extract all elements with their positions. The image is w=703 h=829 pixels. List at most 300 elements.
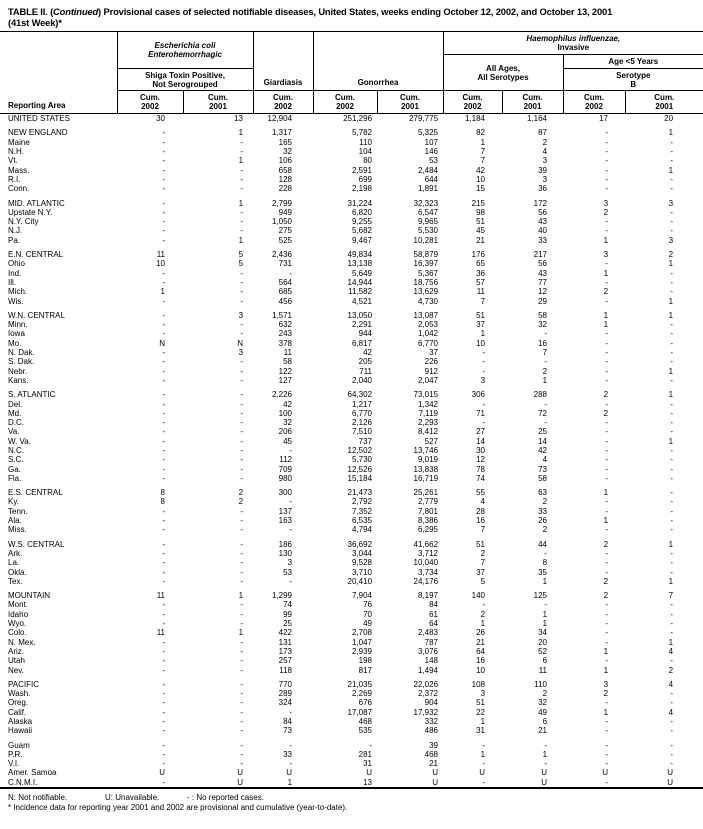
value-cell: -	[670, 268, 674, 278]
value-cell: -	[240, 717, 244, 726]
value-cell: -	[605, 619, 609, 629]
value-cell: -	[162, 689, 165, 699]
value-cell: 32,323	[413, 198, 439, 208]
value-cell: 1	[668, 436, 674, 446]
table-row	[0, 656, 703, 665]
value-cell: -	[605, 399, 609, 409]
value-cell: 1	[238, 156, 244, 166]
value-cell: 1,317	[271, 128, 293, 138]
reporting-area-cell: W. Va.	[8, 436, 31, 446]
value-cell: 1	[668, 637, 674, 647]
value-cell: 1	[287, 777, 293, 787]
value-cell: U	[237, 777, 244, 787]
value-cell: 65	[476, 259, 486, 269]
table-row	[0, 357, 703, 366]
value-cell: 4,521	[351, 296, 373, 306]
header-gonorrhea: Gonorrhea	[313, 32, 443, 91]
header-cum-ecoli-2002: Cum. 2002	[117, 91, 183, 114]
value-cell: 30	[156, 114, 165, 124]
value-cell: -	[605, 473, 609, 483]
value-cell: 2	[668, 665, 674, 675]
value-cell: 43	[538, 268, 548, 278]
value-cell: 15,184	[347, 473, 373, 483]
value-cell: 251,296	[343, 114, 373, 124]
value-cell: 73,015	[413, 390, 439, 400]
value-cell: -	[240, 665, 244, 675]
value-cell: 10,040	[413, 558, 439, 568]
value-cell: 1,164	[526, 114, 548, 124]
value-cell: -	[240, 689, 244, 699]
value-cell: -	[162, 165, 165, 175]
value-cell: -	[162, 329, 165, 339]
reporting-area-cell: Nev.	[8, 665, 24, 675]
value-cell: U	[286, 768, 293, 778]
table-row	[0, 320, 703, 329]
value-cell: 16	[476, 516, 486, 526]
value-cell: -	[240, 726, 244, 736]
value-cell: 324	[278, 698, 293, 708]
value-cell: 172	[533, 198, 548, 208]
value-cell: 1	[603, 310, 609, 320]
value-cell: -	[240, 646, 244, 656]
value-cell: 122	[278, 366, 293, 376]
value-cell: -	[162, 759, 165, 769]
value-cell: 130	[278, 548, 293, 558]
value-cell: 711	[359, 366, 373, 376]
value-cell: 63	[538, 488, 548, 498]
value-cell: 644	[424, 174, 439, 184]
table-header	[0, 32, 703, 114]
value-cell: 6,295	[417, 525, 439, 535]
value-cell: -	[240, 320, 244, 330]
value-cell: 2	[603, 539, 609, 549]
reporting-area-cell: Ga.	[8, 464, 21, 474]
value-cell: -	[605, 436, 609, 446]
value-cell: -	[240, 375, 244, 385]
table-row	[0, 610, 703, 619]
value-cell: -	[240, 217, 244, 227]
table-row	[0, 114, 703, 124]
reporting-area-cell: Pa.	[8, 235, 21, 245]
table-row	[0, 437, 703, 446]
value-cell: 64,302	[347, 390, 373, 400]
table-row	[0, 619, 703, 628]
value-cell: -	[162, 525, 165, 535]
value-cell: -	[605, 548, 609, 558]
value-cell: 3	[238, 310, 244, 320]
value-cell: 4	[668, 707, 674, 717]
value-cell: -	[670, 740, 674, 750]
reporting-area-cell: Kans.	[8, 375, 29, 385]
reporting-area-cell: NEW ENGLAND	[8, 128, 68, 138]
value-cell: 131	[278, 637, 293, 647]
value-cell: 4	[668, 646, 674, 656]
value-cell: -	[162, 516, 165, 526]
value-cell: 53	[429, 156, 439, 166]
value-cell: -	[605, 338, 609, 348]
value-cell: 3	[603, 250, 609, 260]
header-cum-serotypeb-2002: Cum. 2002	[563, 91, 625, 114]
value-cell: 632	[278, 320, 293, 330]
value-cell: 2,269	[351, 689, 373, 699]
value-cell: U	[366, 768, 373, 778]
value-cell: 9,255	[351, 217, 373, 227]
value-cell: -	[605, 445, 609, 455]
value-cell: -	[162, 147, 165, 157]
value-cell: 45	[283, 436, 293, 446]
value-cell: 6,770	[417, 338, 439, 348]
header-ecoli-group: Escherichia coli Enterohemorrhagic	[117, 32, 253, 69]
table-row	[0, 269, 703, 278]
value-cell: 3,076	[417, 646, 439, 656]
value-cell: U	[541, 777, 548, 787]
value-cell: -	[544, 418, 548, 428]
value-cell: 125	[533, 591, 548, 601]
value-cell: -	[544, 399, 548, 409]
value-cell: 6,817	[351, 338, 373, 348]
value-cell: 29	[538, 296, 548, 306]
header-serotype-b: Serotype B	[563, 69, 703, 91]
value-cell: 2	[603, 287, 609, 297]
value-cell: 980	[278, 473, 293, 483]
value-cell: 1	[668, 259, 674, 269]
value-cell: 140	[471, 591, 486, 601]
value-cell: 45	[476, 226, 486, 236]
value-cell: U	[667, 768, 674, 778]
value-cell: -	[289, 445, 293, 455]
value-cell: 27	[476, 427, 486, 437]
table-row	[0, 409, 703, 418]
table-row	[0, 568, 703, 577]
value-cell: -	[162, 137, 165, 147]
value-cell: 9,528	[351, 558, 373, 568]
value-cell: -	[605, 726, 609, 736]
value-cell: -	[240, 184, 244, 194]
table-row	[0, 516, 703, 525]
value-cell: -	[162, 128, 165, 138]
value-cell: 2	[480, 609, 486, 619]
value-cell: -	[544, 548, 548, 558]
value-cell: 7,510	[351, 427, 373, 437]
value-cell: 3,044	[351, 548, 373, 558]
table-row	[0, 474, 703, 483]
table-row	[0, 455, 703, 464]
value-cell: 78	[476, 464, 486, 474]
value-cell: 6	[542, 717, 548, 726]
value-cell: 25	[283, 619, 293, 629]
value-cell: -	[482, 740, 486, 750]
value-cell: 8	[160, 497, 165, 507]
value-cell: -	[162, 320, 165, 330]
value-cell: 21,035	[347, 679, 373, 689]
value-cell: 13	[234, 114, 244, 124]
value-cell: 21,473	[347, 488, 373, 498]
value-cell: 57	[476, 277, 486, 287]
value-cell: 2	[238, 497, 244, 507]
value-cell: 20,410	[347, 576, 373, 586]
reporting-area-cell: N.C.	[8, 445, 24, 455]
value-cell: 74	[283, 600, 293, 610]
value-cell: 4	[542, 147, 548, 157]
value-cell: 6,820	[351, 207, 373, 217]
value-cell: 7	[480, 156, 486, 166]
notifiable-diseases-table	[0, 31, 703, 789]
reporting-area-cell: Utah	[8, 656, 25, 666]
footnote-not-notifiable: N: Not notifiable.	[8, 793, 68, 803]
value-cell: -	[162, 348, 165, 358]
value-cell: 1	[603, 516, 609, 526]
table-row	[0, 184, 703, 193]
value-cell: -	[670, 525, 674, 535]
value-cell: 22	[476, 707, 486, 717]
value-cell: 146	[424, 147, 439, 157]
value-cell: 7,352	[351, 506, 373, 516]
value-cell: 32	[283, 418, 293, 428]
table-title	[0, 0, 703, 28]
value-cell: 33	[283, 749, 293, 759]
table-row	[0, 259, 703, 268]
value-cell: U	[602, 768, 609, 778]
value-cell: -	[162, 366, 165, 376]
value-cell: -	[369, 740, 373, 750]
table-row	[0, 329, 703, 338]
value-cell: -	[162, 609, 165, 619]
reporting-area-cell: Miss.	[8, 525, 27, 535]
value-cell: -	[670, 488, 674, 498]
value-cell: 1	[238, 128, 244, 138]
value-cell: -	[605, 357, 609, 367]
value-cell: 2,040	[351, 375, 373, 385]
table-row	[0, 138, 703, 147]
value-cell: 2	[668, 250, 674, 260]
value-cell: 82	[476, 128, 486, 138]
value-cell: -	[605, 217, 609, 227]
value-cell: U	[479, 768, 486, 778]
value-cell: 2,436	[271, 250, 293, 260]
value-cell: -	[162, 455, 165, 465]
value-cell: 3	[542, 156, 548, 166]
table-row	[0, 339, 703, 348]
value-cell: 5,530	[417, 226, 439, 236]
value-cell: -	[162, 357, 165, 367]
value-cell: 16,719	[413, 473, 439, 483]
value-cell: -	[670, 137, 674, 147]
value-cell: -	[482, 759, 486, 769]
value-cell: 51	[476, 310, 486, 320]
reporting-area-cell: Minn.	[8, 320, 28, 330]
reporting-area-cell: S. Dak.	[8, 357, 35, 367]
value-cell: 1	[668, 310, 674, 320]
reporting-area-cell: Mont.	[8, 600, 29, 610]
header-cum-hflu-allages-2001: Cum. 2001	[502, 91, 563, 114]
value-cell: 58	[283, 357, 293, 367]
reporting-area-cell: MOUNTAIN	[8, 591, 51, 601]
reporting-area-cell: Idaho	[8, 609, 29, 619]
value-cell: 2	[603, 591, 609, 601]
value-cell: 1,184	[464, 114, 486, 124]
value-cell: 5,325	[417, 128, 439, 138]
value-cell: 8	[542, 558, 548, 568]
value-cell: 300	[278, 488, 293, 498]
value-cell: 1	[603, 665, 609, 675]
value-cell: -	[240, 707, 244, 717]
value-cell: 39	[429, 740, 439, 750]
value-cell: 215	[471, 198, 486, 208]
reporting-area-cell: N.H.	[8, 147, 24, 157]
table-row	[0, 666, 703, 675]
value-cell: -	[605, 749, 609, 759]
value-cell: 468	[424, 749, 439, 759]
value-cell: 77	[538, 277, 548, 287]
value-cell: -	[670, 698, 674, 708]
value-cell: -	[240, 357, 244, 367]
value-cell: -	[240, 525, 244, 535]
value-cell: 2,198	[351, 184, 373, 194]
value-cell: -	[240, 445, 244, 455]
value-cell: 685	[278, 287, 293, 297]
table-row	[0, 558, 703, 567]
value-cell: -	[289, 759, 293, 769]
value-cell: 74	[476, 473, 486, 483]
reporting-area-cell: Ariz.	[8, 646, 24, 656]
value-cell: -	[162, 418, 165, 428]
value-cell: -	[162, 217, 165, 227]
value-cell: -	[162, 698, 165, 708]
value-cell: 2,291	[351, 320, 373, 330]
header-age-under5: Age <5 Years	[563, 55, 703, 69]
table-row	[0, 385, 703, 399]
value-cell: 3	[542, 174, 548, 184]
table-row	[0, 507, 703, 516]
header-cum-hflu-allages-2002: Cum. 2002	[443, 91, 502, 114]
value-cell: 279,775	[409, 114, 439, 124]
value-cell: -	[605, 600, 609, 610]
table-row	[0, 628, 703, 637]
value-cell: -	[289, 576, 293, 586]
value-cell: 2,126	[351, 418, 373, 428]
header-giardiasis: Giardiasis	[253, 32, 313, 91]
value-cell: 7,801	[417, 506, 439, 516]
value-cell: -	[162, 707, 165, 717]
value-cell: -	[605, 497, 609, 507]
reporting-area-cell: Del.	[8, 399, 23, 409]
value-cell: -	[670, 558, 674, 568]
value-cell: 87	[538, 128, 548, 138]
value-cell: 226	[424, 357, 439, 367]
value-cell: 40	[538, 226, 548, 236]
value-cell: -	[605, 375, 609, 385]
value-cell: 128	[278, 174, 293, 184]
value-cell: -	[240, 637, 244, 647]
value-cell: -	[670, 567, 674, 577]
value-cell: -	[162, 567, 165, 577]
value-cell: 1	[542, 609, 548, 619]
value-cell: -	[670, 506, 674, 516]
title-week: (41st Week)*	[8, 16, 62, 28]
value-cell: 3	[668, 235, 674, 245]
value-cell: -	[240, 567, 244, 577]
value-cell: -	[240, 296, 244, 306]
value-cell: 1,494	[417, 665, 439, 675]
value-cell: 2,372	[417, 689, 439, 699]
value-cell: 912	[424, 366, 439, 376]
value-cell: 13,138	[347, 259, 373, 269]
value-cell: 176	[471, 250, 486, 260]
reporting-area-cell: Wash.	[8, 689, 31, 699]
header-cum-serotypeb-2001: Cum. 2001	[625, 91, 703, 114]
value-cell: -	[670, 375, 674, 385]
value-cell: 71	[476, 408, 486, 418]
value-cell: 1,217	[351, 399, 373, 409]
value-cell: 2,779	[417, 497, 439, 507]
value-cell: -	[670, 427, 674, 437]
value-cell: 2	[603, 689, 609, 699]
value-cell: -	[605, 147, 609, 157]
value-cell: -	[162, 558, 165, 568]
value-cell: -	[605, 348, 609, 358]
value-cell: -	[162, 726, 165, 736]
value-cell: 56	[538, 207, 548, 217]
reporting-area-cell: Mass.	[8, 165, 30, 175]
value-cell: 37	[476, 567, 486, 577]
value-cell: -	[605, 637, 609, 647]
value-cell: -	[240, 558, 244, 568]
value-cell: 17,932	[413, 707, 439, 717]
value-cell: -	[240, 366, 244, 376]
value-cell: -	[605, 277, 609, 287]
reporting-area-cell: Ohio	[8, 259, 25, 269]
value-cell: 217	[533, 250, 548, 260]
value-cell: -	[162, 576, 165, 586]
value-cell: 1	[603, 707, 609, 717]
reporting-area-cell: Conn.	[8, 184, 30, 194]
value-cell: 24,176	[413, 576, 439, 586]
value-cell: 1	[603, 646, 609, 656]
table-row	[0, 278, 703, 287]
value-cell: -	[670, 548, 674, 558]
value-cell: 12,502	[347, 445, 373, 455]
table-row	[0, 750, 703, 759]
value-cell: 148	[424, 656, 439, 666]
value-cell: 1	[160, 287, 165, 297]
value-cell: 42	[363, 348, 373, 358]
reporting-area-cell: Upstate N.Y.	[8, 207, 53, 217]
reporting-area-cell: W.N. CENTRAL	[8, 310, 65, 320]
value-cell: 2	[542, 137, 548, 147]
value-cell: 2	[603, 576, 609, 586]
table-row	[0, 647, 703, 656]
footnotes	[0, 793, 703, 813]
value-cell: -	[605, 329, 609, 339]
value-cell: 10	[156, 259, 165, 269]
value-cell: 5	[238, 250, 244, 260]
value-cell: 1	[238, 235, 244, 245]
value-cell: 33	[538, 235, 548, 245]
value-cell: 12	[538, 287, 548, 297]
value-cell: 1	[238, 198, 244, 208]
value-cell: 456	[278, 296, 293, 306]
value-cell: 8,197	[417, 591, 439, 601]
value-cell: -	[605, 174, 609, 184]
value-cell: -	[162, 665, 165, 675]
value-cell: -	[240, 679, 244, 689]
value-cell: -	[482, 418, 486, 428]
value-cell: -	[240, 408, 244, 418]
value-cell: 21	[476, 637, 486, 647]
value-cell: 31,224	[347, 198, 373, 208]
table-row	[0, 497, 703, 506]
reporting-area-cell: PACIFIC	[8, 679, 39, 689]
